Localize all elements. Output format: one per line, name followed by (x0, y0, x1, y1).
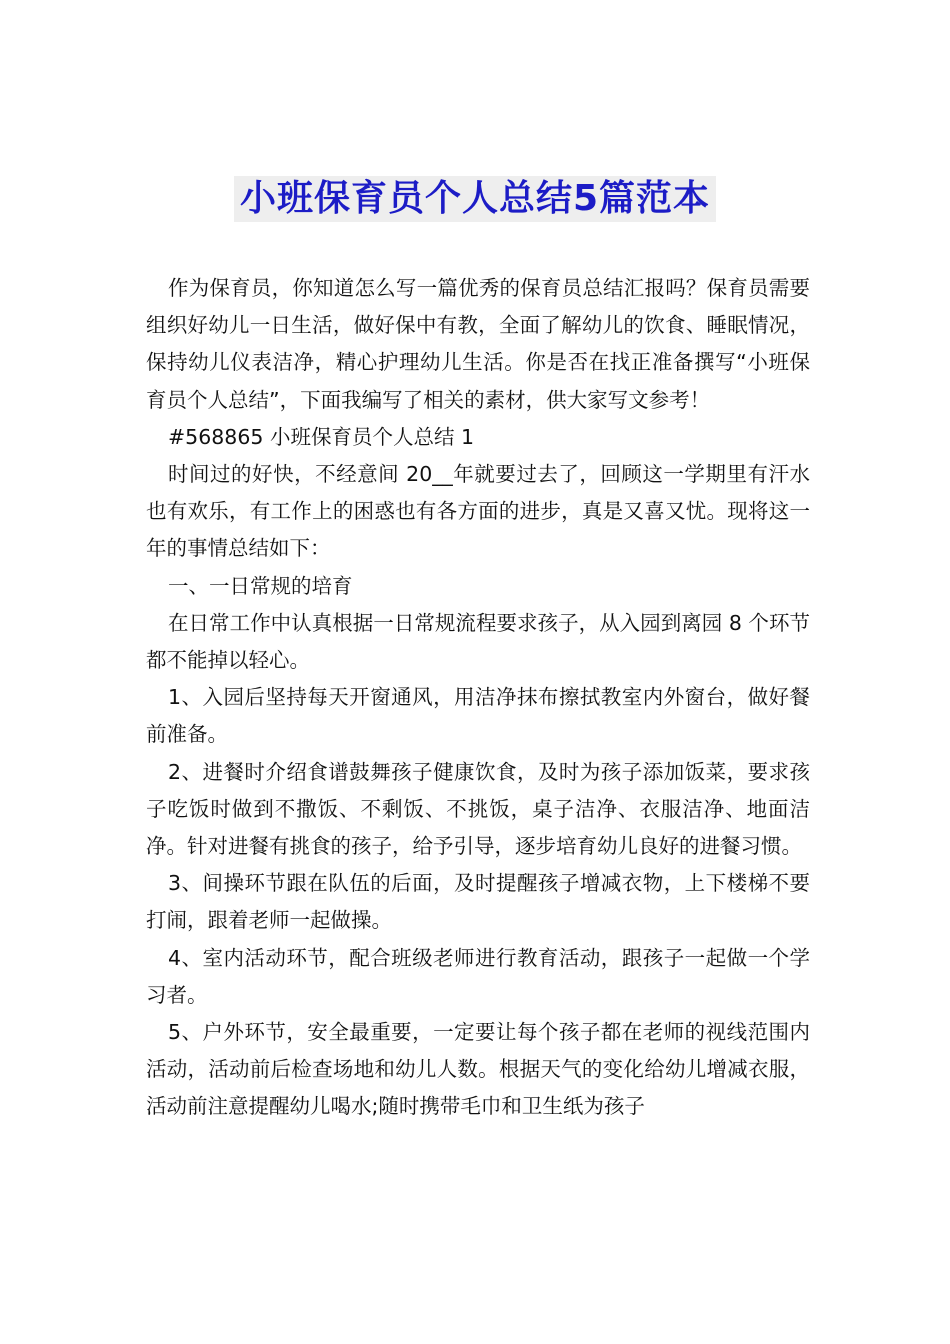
list-item: 3、间操环节跟在队伍的后面，及时提醒孩子增减衣物，上下楼梯不要打闹，跟着老师一起做操。 (146, 871, 810, 933)
title-container (0, 176, 950, 222)
list-item: 5、户外环节，安全最重要，一定要让每个孩子都在老师的视线范围内活动，活动前后检查场地和幼儿人数。根据天气的变化给幼儿增减衣服，活动前注意提醒幼儿喝水;随时携带毛巾和卫生纸为孩子 (146, 1020, 810, 1119)
body-paragraph: 时间过的好快，不经意间 20__年就要过去了，回顾这一学期里有汗水也有欢乐，有工作上的困惑也有各方面的进步，真是又喜又忧。现将这一年的事情总结如下： (146, 462, 810, 561)
document-body (146, 270, 810, 1126)
subsection-heading: 一、一日常规的培育 (168, 573, 353, 598)
list-item: 2、进餐时介绍食谱鼓舞孩子健康饮食，及时为孩子添加饭菜，要求孩子吃饭时做到不撒饭、不剩饭、不挑饭，桌子洁净、衣服洁净、地面洁净。针对进餐有挑食的孩子，给予引导，逐步培育幼儿良好的进餐习惯。 (146, 759, 810, 859)
body-paragraph: 在日常工作中认真根据一日常规流程要求孩子，从入园到离园 8 个环节都不能掉以轻心。 (146, 610, 810, 673)
list-item: 1、入园后坚持每天开窗通风，用洁净抹布擦拭教室内外窗台，做好餐前准备。 (146, 685, 810, 747)
section-heading: #568865 小班保育员个人总结 1 (168, 424, 475, 449)
intro-paragraph: 作为保育员，你知道怎么写一篇优秀的保育员总结汇报吗？保育员需要组织好幼儿一日生活，做好保中有教，全面了解幼儿的饮食、睡眠情况，保持幼儿仪表洁净，精心护理幼儿生活。你是否在找正准备撰写“小班保育员个人总结”，下面我编写了相关的素材，供大家写文参考！ (146, 276, 810, 412)
list-item: 4、室内活动环节，配合班级老师进行教育活动，跟孩子一起做一个学习者。 (146, 945, 810, 1007)
document-title: 小班保育员个人总结5篇范本 (234, 176, 716, 222)
